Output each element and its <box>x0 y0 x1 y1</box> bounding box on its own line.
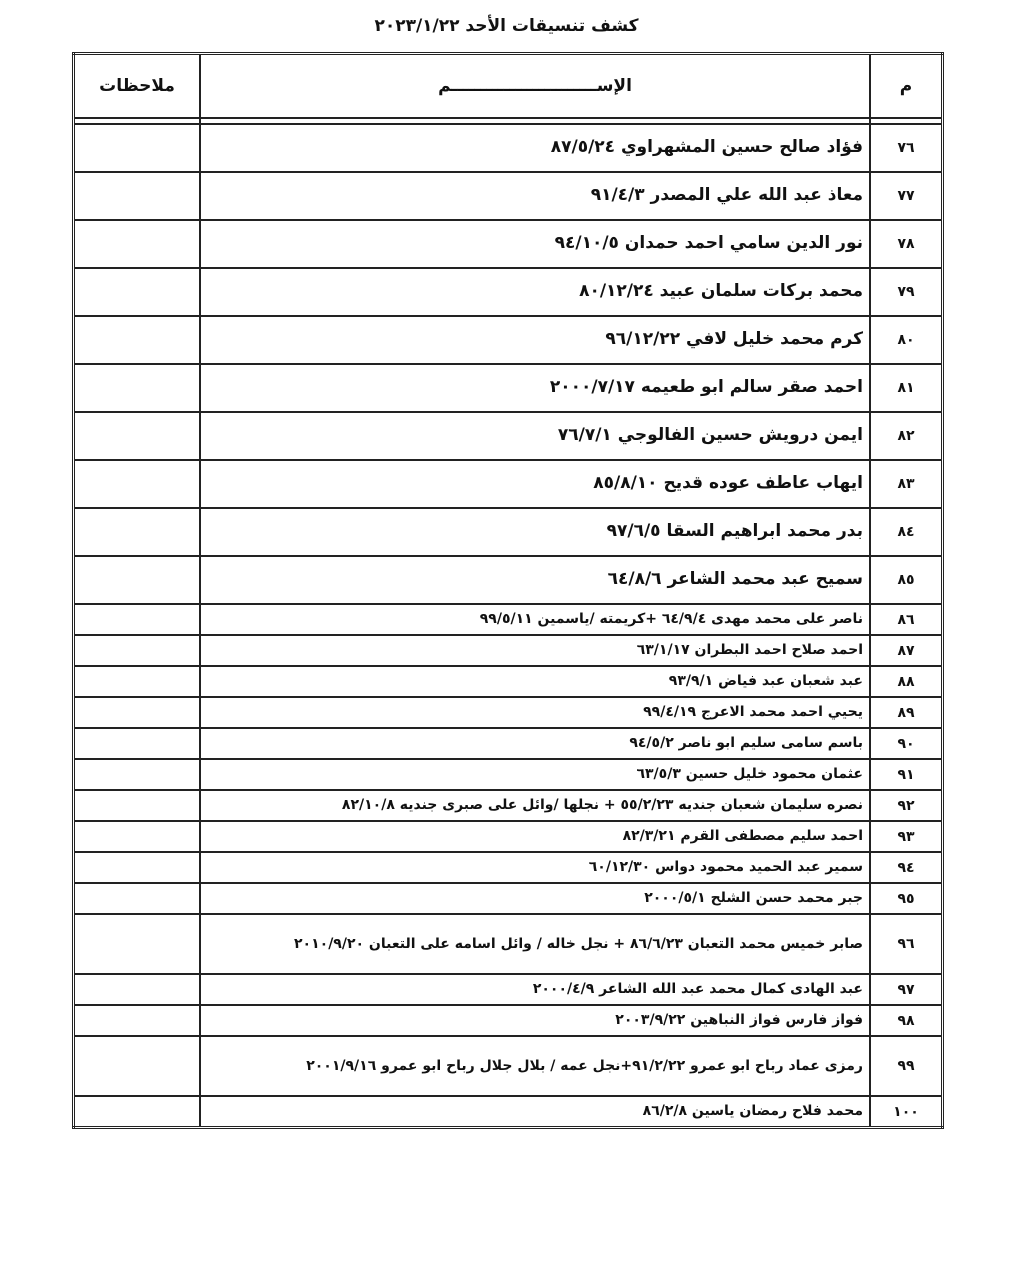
row-name: يحيي احمد محمد الاعرج ٩٩/٤/١٩ <box>200 697 870 728</box>
row-notes <box>74 821 201 852</box>
table-row <box>74 268 943 316</box>
row-name: احمد سليم مصطفى القرم ٨٢/٣/٢١ <box>200 821 870 852</box>
row-number: ٩٣ <box>870 821 943 852</box>
table-row <box>74 728 943 759</box>
table-row <box>74 220 943 268</box>
table-row <box>74 852 943 883</box>
row-number: ٨٦ <box>870 604 943 635</box>
row-notes <box>74 728 201 759</box>
table-row <box>74 914 943 974</box>
row-name: معاذ عبد الله علي المصدر ٩١/٤/٣ <box>200 172 870 220</box>
row-name: جبر محمد حسن الشلح ٢٠٠٠/٥/١ <box>200 883 870 914</box>
row-name: احمد صلاح احمد البطران ٦٣/١/١٧ <box>200 635 870 666</box>
row-notes <box>74 364 201 412</box>
table-row <box>74 556 943 604</box>
row-name: ايهاب عاطف عوده قديح ٨٥/٨/١٠ <box>200 460 870 508</box>
row-name: ايمن درويش حسين الفالوجي ٧٦/٧/١ <box>200 412 870 460</box>
row-name: صابر خميس محمد التعبان ٨٦/٦/٢٣ + نجل خاله / وائل اسامه على التعبان ٢٠١٠/٩/٢٠ <box>200 914 870 974</box>
row-name: محمد بركات سلمان عبيد ٨٠/١٢/٢٤ <box>200 268 870 316</box>
row-notes <box>74 852 201 883</box>
row-notes <box>74 316 201 364</box>
table-body <box>74 124 943 1128</box>
table-row <box>74 172 943 220</box>
row-name: نور الدين سامي احمد حمدان ٩٤/١٠/٥ <box>200 220 870 268</box>
row-notes <box>74 124 201 172</box>
row-number: ٨١ <box>870 364 943 412</box>
row-name: رمزى عماد رباح ابو عمرو ٩١/٢/٢٢+نجل عمه / بلال جلال رباح ابو عمرو ٢٠٠١/٩/١٦ <box>200 1036 870 1096</box>
row-name: عبد شعبان عبد فياض ٩٣/٩/١ <box>200 666 870 697</box>
row-notes <box>74 412 201 460</box>
row-number: ٩٦ <box>870 914 943 974</box>
row-number: ٧٦ <box>870 124 943 172</box>
row-notes <box>74 556 201 604</box>
table-row <box>74 364 943 412</box>
row-name: فواز فارس فواز النباهين ٢٠٠٣/٩/٢٢ <box>200 1005 870 1036</box>
row-number: ٩٥ <box>870 883 943 914</box>
row-name: بدر محمد ابراهيم السقا ٩٧/٦/٥ <box>200 508 870 556</box>
row-notes <box>74 172 201 220</box>
row-number: ٩١ <box>870 759 943 790</box>
row-notes <box>74 666 201 697</box>
row-number: ٩٢ <box>870 790 943 821</box>
row-notes <box>74 1005 201 1036</box>
table-row <box>74 412 943 460</box>
row-name: ناصر على محمد مهدى ٦٤/٩/٤ +كريمته /ياسمين ٩٩/٥/١١ <box>200 604 870 635</box>
row-notes <box>74 1036 201 1096</box>
row-name: كرم محمد خليل لافي ٩٦/١٢/٢٢ <box>200 316 870 364</box>
header-notes: ملاحظات <box>74 54 201 119</box>
row-number: ٨٢ <box>870 412 943 460</box>
row-notes <box>74 604 201 635</box>
row-notes <box>74 635 201 666</box>
row-number: ٧٨ <box>870 220 943 268</box>
row-notes <box>74 883 201 914</box>
row-number: ٨٧ <box>870 635 943 666</box>
row-name: عبد الهادى كمال محمد عبد الله الشاعر ٢٠٠٠/٤/٩ <box>200 974 870 1005</box>
row-notes <box>74 790 201 821</box>
row-number: ٨٤ <box>870 508 943 556</box>
row-notes <box>74 759 201 790</box>
row-name: احمد صقر سالم ابو طعيمه ٢٠٠٠/٧/١٧ <box>200 364 870 412</box>
table-row <box>74 460 943 508</box>
table-header-row <box>74 54 943 119</box>
row-number: ٩٨ <box>870 1005 943 1036</box>
row-number: ٩٧ <box>870 974 943 1005</box>
row-notes <box>74 508 201 556</box>
table-row <box>74 759 943 790</box>
coordination-table <box>72 52 944 1129</box>
row-name: نصره سليمان شعبان جنديه ٥٥/٢/٢٣ + نجلها /وائل على صبرى جنديه ٨٢/١٠/٨ <box>200 790 870 821</box>
row-notes <box>74 268 201 316</box>
row-name: باسم سامى سليم ابو ناصر ٩٤/٥/٢ <box>200 728 870 759</box>
row-notes <box>74 1096 201 1128</box>
row-name: سمير عبد الحميد محمود دواس ٦٠/١٢/٣٠ <box>200 852 870 883</box>
document-title: كشف تنسيقات الأحد ٢٠٢٣/١/٢٢ <box>374 16 639 36</box>
row-notes <box>74 974 201 1005</box>
row-number: ٨٠ <box>870 316 943 364</box>
table-row <box>74 635 943 666</box>
row-name: محمد فلاح رمضان ياسين ٨٦/٢/٨ <box>200 1096 870 1128</box>
table-row <box>74 316 943 364</box>
row-name: سميح عبد محمد الشاعر ٦٤/٨/٦ <box>200 556 870 604</box>
table-row <box>74 604 943 635</box>
row-notes <box>74 460 201 508</box>
row-number: ٩٩ <box>870 1036 943 1096</box>
table-row <box>74 821 943 852</box>
table-row <box>74 1036 943 1096</box>
row-number: ٨٨ <box>870 666 943 697</box>
table-row <box>74 697 943 728</box>
row-name: فؤاد صالح حسين المشهراوي ٨٧/٥/٢٤ <box>200 124 870 172</box>
header-number: م <box>870 54 943 119</box>
row-name: عثمان محمود خليل حسين ٦٣/٥/٣ <box>200 759 870 790</box>
row-notes <box>74 220 201 268</box>
table-row <box>74 1005 943 1036</box>
row-number: ١٠٠ <box>870 1096 943 1128</box>
row-number: ٨٥ <box>870 556 943 604</box>
row-number: ٨٩ <box>870 697 943 728</box>
table-row <box>74 666 943 697</box>
table-row <box>74 124 943 172</box>
row-notes <box>74 914 201 974</box>
table-row <box>74 508 943 556</box>
row-notes <box>74 697 201 728</box>
table-row <box>74 790 943 821</box>
row-number: ٩٤ <box>870 852 943 883</box>
row-number: ٧٩ <box>870 268 943 316</box>
row-number: ٩٠ <box>870 728 943 759</box>
header-name: الإســـــــــــــــــــــــــم <box>200 54 870 119</box>
row-number: ٨٣ <box>870 460 943 508</box>
table-row <box>74 1096 943 1128</box>
table-row <box>74 974 943 1005</box>
row-number: ٧٧ <box>870 172 943 220</box>
table-row <box>74 883 943 914</box>
